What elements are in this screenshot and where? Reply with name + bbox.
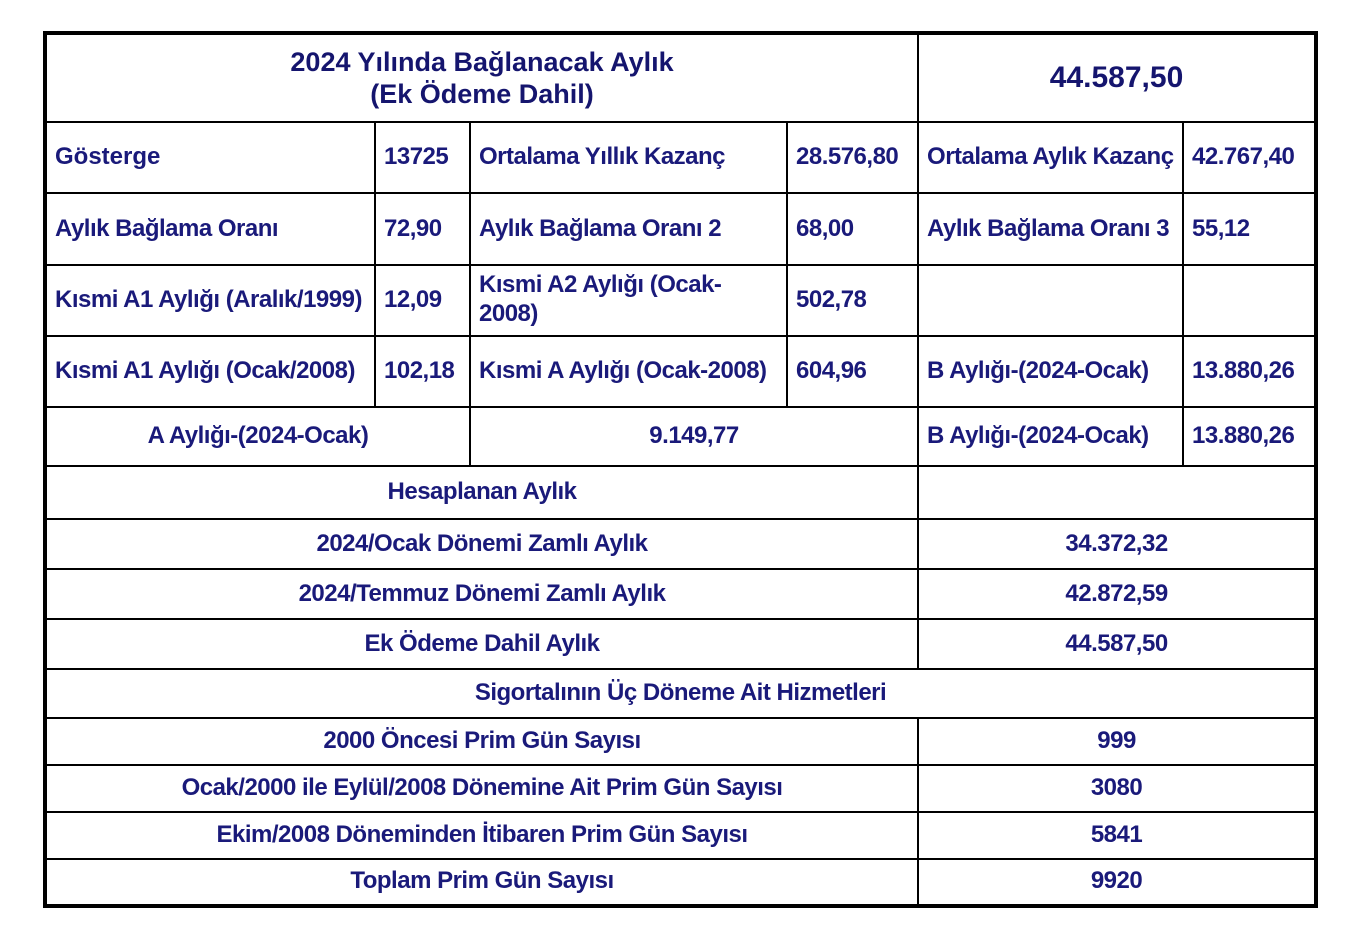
calc-value: 34.372,32 <box>918 519 1316 569</box>
calc-heading: Hesaplanan Aylık <box>45 466 918 519</box>
avg-monthly-earnings-label: Ortalama Aylık Kazanç <box>918 122 1183 193</box>
service-label: Toplam Prim Gün Sayısı <box>45 859 918 906</box>
calc-value: 44.587,50 <box>918 619 1316 669</box>
empty-cell <box>918 265 1183 336</box>
header-value: 44.587,50 <box>918 33 1316 122</box>
header-title-line2: (Ek Ödeme Dahil) <box>370 79 594 110</box>
service-value: 9920 <box>918 859 1316 906</box>
header-title <box>45 33 918 122</box>
b-pension-summary-label: B Aylığı-(2024-Ocak) <box>918 407 1183 466</box>
service-value: 999 <box>918 718 1316 765</box>
empty-cell <box>918 466 1316 519</box>
service-label: Ekim/2008 Döneminden İtibaren Prim Gün Sayısı <box>45 812 918 859</box>
b-pension-label: B Aylığı-(2024-Ocak) <box>918 336 1183 407</box>
avg-yearly-earnings-value: 28.576,80 <box>787 122 918 193</box>
partial-a2-2008-value: 502,78 <box>787 265 918 336</box>
pension-table <box>43 31 1318 908</box>
calc-label: Ek Ödeme Dahil Aylık <box>45 619 918 669</box>
a-pension-value: 9.149,77 <box>470 407 918 466</box>
gosterge-label: Gösterge <box>45 122 375 193</box>
partial-a1-1999-label: Kısmi A1 Aylığı (Aralık/1999) <box>45 265 375 336</box>
rate-3-value: 55,12 <box>1183 193 1316 264</box>
a-pension-label: A Aylığı-(2024-Ocak) <box>45 407 470 466</box>
rate-2-label: Aylık Bağlama Oranı 2 <box>470 193 787 264</box>
avg-yearly-earnings-label: Ortalama Yıllık Kazanç <box>470 122 787 193</box>
service-label: 2000 Öncesi Prim Gün Sayısı <box>45 718 918 765</box>
rate-1-value: 72,90 <box>375 193 470 264</box>
gosterge-value: 13725 <box>375 122 470 193</box>
calc-value: 42.872,59 <box>918 569 1316 619</box>
service-label: Ocak/2000 ile Eylül/2008 Dönemine Ait Prim Gün Sayısı <box>45 765 918 812</box>
avg-monthly-earnings-value: 42.767,40 <box>1183 122 1316 193</box>
b-pension-summary-value: 13.880,26 <box>1183 407 1316 466</box>
rate-3-label: Aylık Bağlama Oranı 3 <box>918 193 1183 264</box>
service-value: 3080 <box>918 765 1316 812</box>
empty-cell <box>1183 265 1316 336</box>
partial-a-2008-value: 604,96 <box>787 336 918 407</box>
partial-a1-2008-label: Kısmi A1 Aylığı (Ocak/2008) <box>45 336 375 407</box>
header-title-line1: 2024 Yılında Bağlanacak Aylık <box>290 46 674 77</box>
calc-label: 2024/Ocak Dönemi Zamlı Aylık <box>45 519 918 569</box>
partial-a1-1999-value: 12,09 <box>375 265 470 336</box>
rate-1-label: Aylık Bağlama Oranı <box>45 193 375 264</box>
service-value: 5841 <box>918 812 1316 859</box>
rate-2-value: 68,00 <box>787 193 918 264</box>
b-pension-value: 13.880,26 <box>1183 336 1316 407</box>
calc-label: 2024/Temmuz Dönemi Zamlı Aylık <box>45 569 918 619</box>
services-heading: Sigortalının Üç Döneme Ait Hizmetleri <box>45 669 1316 717</box>
partial-a2-2008-label: Kısmi A2 Aylığı (Ocak-2008) <box>470 265 787 336</box>
partial-a1-2008-value: 102,18 <box>375 336 470 407</box>
partial-a-2008-label: Kısmi A Aylığı (Ocak-2008) <box>470 336 787 407</box>
